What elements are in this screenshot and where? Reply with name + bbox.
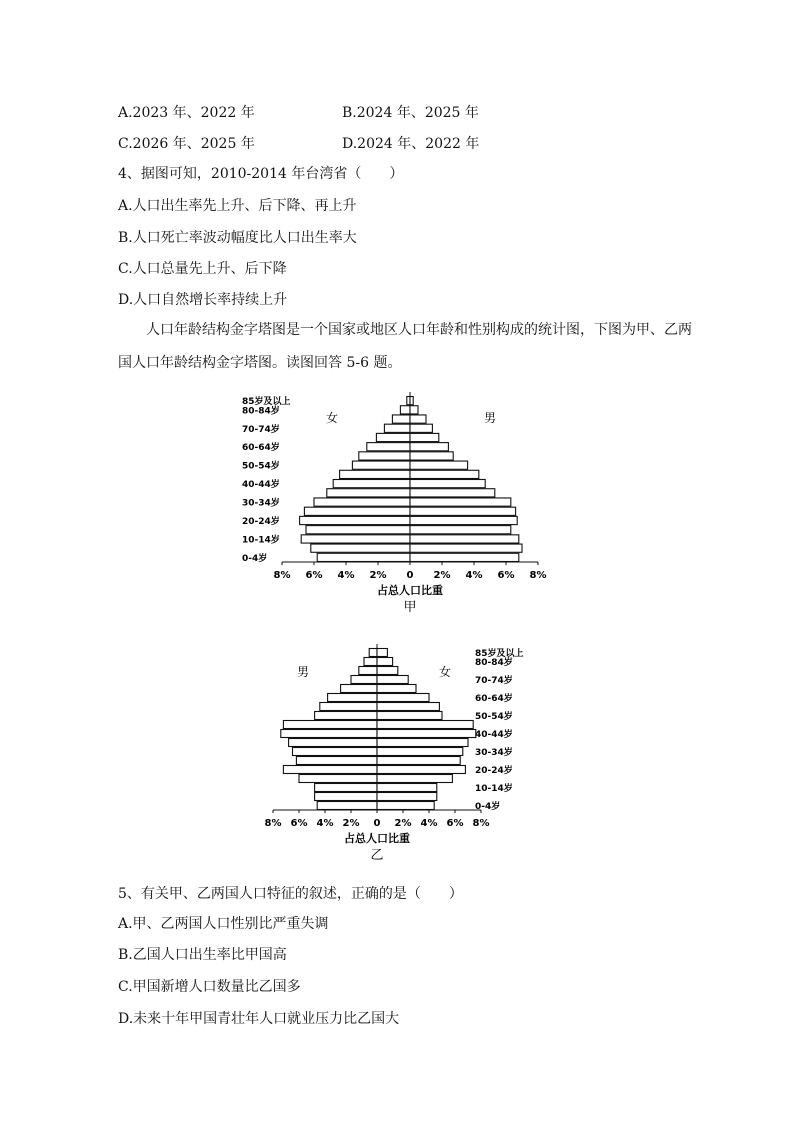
x-tick-label: 4%: [337, 570, 355, 581]
bar-right: [377, 784, 437, 792]
x-tick-label: 4%: [420, 818, 438, 829]
age-label: 30-34岁: [242, 498, 280, 509]
option-3c: C.2026 年、2025 年: [118, 136, 255, 152]
bar-right: [410, 498, 511, 506]
bar-left: [317, 553, 410, 561]
bar-left: [327, 489, 410, 497]
age-label: 0-4岁: [475, 802, 501, 812]
bar-left: [400, 406, 410, 414]
bar-right: [377, 703, 439, 711]
bar-right: [410, 553, 519, 561]
bar-left: [328, 694, 377, 702]
age-label: 0-4岁: [242, 553, 268, 564]
bar-left: [359, 667, 377, 675]
age-label: 70-74岁: [475, 676, 513, 686]
x-tick-label: 8%: [529, 570, 547, 581]
x-tick-label: 6%: [446, 818, 464, 829]
bar-left: [340, 470, 410, 478]
bar-right: [377, 685, 416, 693]
age-label: 50-54岁: [242, 461, 280, 472]
bar-left: [320, 703, 377, 711]
bar-left: [315, 712, 377, 720]
bar-left: [306, 526, 410, 534]
bar-right: [377, 748, 463, 756]
question-5-stem: 5、有关甲、乙两国人口特征的叙述，正确的是（ ）: [118, 886, 463, 902]
option-3d: D.2024 年、2022 年: [342, 136, 480, 152]
x-tick-label: 2%: [433, 570, 451, 581]
pyramid-chart-jia: [230, 388, 570, 620]
bar-left: [299, 775, 377, 783]
bar-left: [311, 544, 410, 552]
bar-right: [410, 424, 432, 432]
option-5d: D.未来十年甲国青壮年人口就业压力比乙国大: [118, 1011, 400, 1027]
bar-right: [410, 489, 495, 497]
bar-left: [314, 498, 410, 506]
right-side-label: 男: [483, 411, 497, 425]
bar-right: [410, 507, 516, 515]
bar-left: [281, 730, 377, 738]
age-label: 80-84岁: [242, 406, 280, 417]
option-4b: B.人口死亡率波动幅度比人口出生率大: [118, 230, 357, 246]
option-4d: D.人口自然增长率持续上升: [118, 292, 288, 308]
x-tick-label: 2%: [394, 818, 412, 829]
option-5b: B.乙国人口出生率比甲国高: [118, 947, 287, 963]
bar-right: [377, 676, 408, 684]
bar-left: [289, 739, 377, 747]
bar-left: [315, 793, 377, 801]
x-tick-label: 4%: [465, 570, 483, 581]
bar-left: [301, 535, 410, 543]
bar-left: [283, 766, 377, 774]
bar-left: [367, 443, 410, 451]
x-tick-label: 6%: [305, 570, 323, 581]
intro-paragraph: 人口年龄结构金字塔图是一个国家或地区人口年龄和性别构成的统计图，下图为甲、乙两国人口年龄结构金字塔图。读图回答 5-6 题。: [118, 322, 692, 371]
option-4a: A.人口出生率先上升、后下降、再上升: [118, 198, 357, 214]
bar-left: [300, 516, 410, 524]
bar-right: [410, 516, 517, 524]
bar-left: [293, 748, 378, 756]
bar-left: [304, 507, 410, 515]
bar-right: [410, 535, 519, 543]
left-side-label: 男: [296, 665, 310, 679]
bar-left: [333, 480, 410, 488]
chart-title: 甲: [403, 600, 417, 615]
bar-right: [377, 757, 460, 765]
bar-right: [377, 775, 452, 783]
age-label: 70-74岁: [242, 424, 280, 435]
bar-right: [410, 544, 522, 552]
bar-right: [410, 470, 479, 478]
bar-right: [377, 649, 387, 657]
bar-left: [283, 721, 377, 729]
age-label: 85岁及以上: [242, 397, 291, 408]
bar-left: [317, 802, 377, 810]
chart-title: 乙: [370, 848, 384, 863]
age-label: 30-34岁: [475, 748, 513, 758]
left-side-label: 女: [325, 411, 339, 425]
bar-right: [410, 415, 426, 423]
bar-right: [410, 433, 439, 441]
x-axis-title: 占总人口比重: [377, 584, 443, 597]
x-axis-title: 占总人口比重: [344, 832, 410, 845]
x-tick-label: 6%: [290, 818, 308, 829]
right-side-label: 女: [438, 665, 452, 679]
bar-left: [392, 415, 410, 423]
age-label: 60-64岁: [242, 443, 280, 454]
age-label: 50-54岁: [475, 712, 513, 722]
bar-left: [351, 676, 377, 684]
age-label: 10-14岁: [475, 784, 513, 794]
x-tick-label: 0: [373, 818, 381, 829]
option-3a: A.2023 年、2022 年: [118, 105, 255, 121]
bar-left: [359, 452, 410, 460]
bar-left: [369, 649, 377, 657]
age-label: 20-24岁: [475, 766, 513, 776]
bar-right: [410, 526, 511, 534]
x-tick-label: 6%: [497, 570, 515, 581]
bar-left: [296, 757, 377, 765]
x-tick-label: 8%: [264, 818, 282, 829]
x-tick-label: 2%: [342, 818, 360, 829]
option-5c: C.甲国新增人口数量比乙国多: [118, 979, 301, 995]
bar-right: [410, 461, 468, 469]
bar-right: [377, 766, 465, 774]
x-tick-label: 8%: [472, 818, 490, 829]
option-4c: C.人口总量先上升、后下降: [118, 261, 287, 277]
age-label: 60-64岁: [475, 694, 513, 704]
option-5a: A.甲、乙两国人口性别比严重失调: [118, 916, 329, 932]
bar-left: [364, 658, 377, 666]
option-3b: B.2024 年、2025 年: [342, 105, 479, 121]
age-label: 80-84岁: [475, 658, 513, 668]
bar-left: [352, 461, 410, 469]
bar-right: [377, 793, 437, 801]
bar-right: [410, 406, 418, 414]
age-label: 20-24岁: [242, 517, 280, 527]
bar-right: [410, 443, 448, 451]
x-tick-label: 2%: [369, 570, 387, 581]
age-label: 85岁及以上: [475, 649, 524, 659]
bar-right: [377, 802, 434, 810]
pyramid-chart-yi: [255, 640, 535, 868]
x-tick-label: 8%: [273, 570, 291, 581]
bar-right: [377, 730, 476, 738]
age-label: 40-44岁: [475, 730, 513, 740]
x-tick-label: 4%: [316, 818, 334, 829]
bar-right: [410, 452, 453, 460]
bar-left: [341, 685, 377, 693]
bar-right: [377, 712, 442, 720]
bar-right: [377, 721, 473, 729]
age-label: 40-44岁: [242, 480, 280, 491]
question-4-stem: 4、据图可知，2010-2014 年台湾省（ ）: [118, 166, 404, 182]
bar-right: [377, 694, 429, 702]
bar-left: [315, 784, 377, 792]
bar-right: [377, 739, 468, 747]
bar-right: [377, 667, 398, 675]
bar-right: [377, 658, 393, 666]
bar-left: [376, 433, 410, 441]
x-tick-label: 0: [406, 570, 414, 581]
bar-left: [384, 424, 410, 432]
age-label: 10-14岁: [242, 535, 280, 546]
bar-right: [410, 480, 485, 488]
